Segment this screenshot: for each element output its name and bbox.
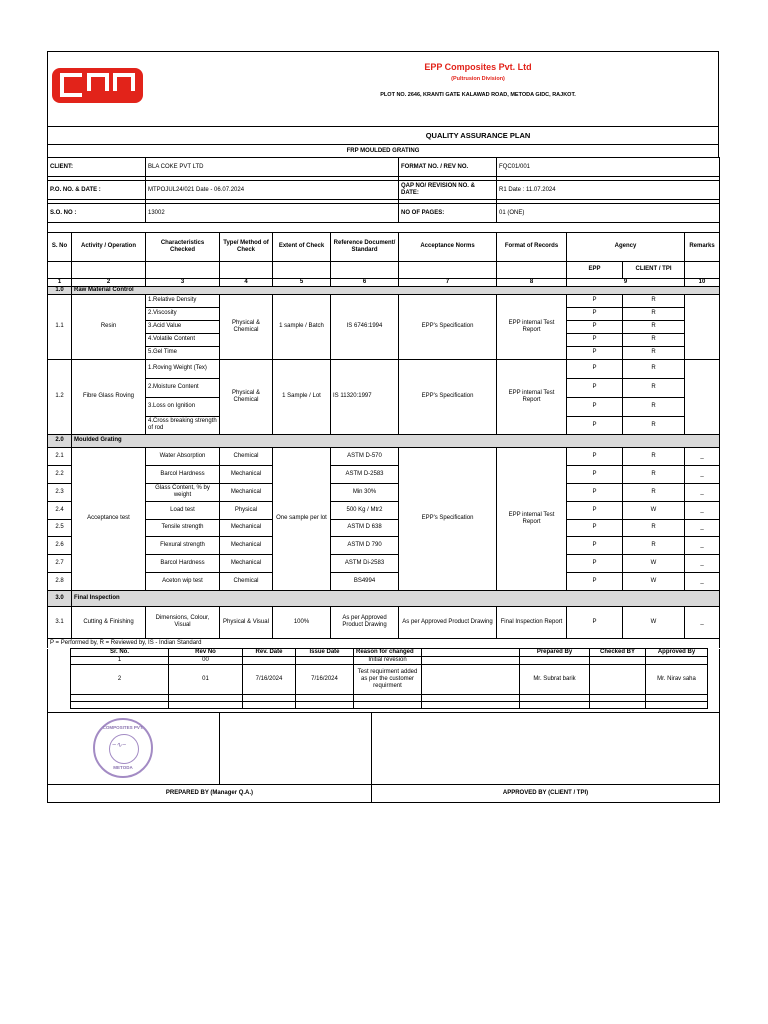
pages-label: NO OF PAGES: <box>399 204 497 223</box>
row-reference: 500 Kg / Mtr2 <box>331 501 399 519</box>
row-reference: IS 11320:1997 <box>331 359 399 434</box>
row-characteristic: 4.Volatile Content <box>146 333 220 346</box>
row-client: R <box>623 346 685 359</box>
rev-sr: 1 <box>71 657 169 665</box>
row-characteristic: 3.Loss on Ignition <box>146 397 220 416</box>
col-num: 7 <box>399 278 497 286</box>
row-epp: P <box>567 447 623 465</box>
company-address: PLOT NO. 2646, KRANTI GATE KALAWAD ROAD, METODA GIDC, RAJKOT. <box>380 92 576 98</box>
row-epp: P <box>567 606 623 638</box>
row-epp: P <box>567 294 623 307</box>
rev-checked <box>590 665 646 695</box>
row-type: Physical & Chemical <box>220 294 273 359</box>
table-row <box>48 501 720 519</box>
stamp-top-text: COMPOSITES PVT. <box>102 724 144 730</box>
row-epp: P <box>567 378 623 397</box>
table-row <box>48 465 720 483</box>
rev-no: 01 <box>169 665 243 695</box>
row-epp: P <box>567 397 623 416</box>
rev-col-date: Rev. Date <box>243 649 296 657</box>
row-type: Mechanical <box>220 519 273 536</box>
row-client: R <box>623 307 685 320</box>
table-row <box>48 483 720 501</box>
row-format: EPP internal Test Report <box>497 359 567 434</box>
col-num: 2 <box>72 278 146 286</box>
row-number: 2.3 <box>48 483 72 501</box>
row-acceptance: EPP's Specification <box>399 294 497 359</box>
col-activity: Activity / Operation <box>72 232 146 261</box>
company-stamp <box>93 718 153 778</box>
row-type: Mechanical <box>220 536 273 554</box>
client-label: CLIENT: <box>48 158 146 177</box>
row-epp: P <box>567 320 623 333</box>
row-remarks: _ <box>685 554 720 572</box>
col-client-tpi: CLIENT / TPI <box>623 261 685 278</box>
row-format: EPP internal Test Report <box>497 294 567 359</box>
row-reference: ASTM D 638 <box>331 519 399 536</box>
rev-date <box>243 657 296 665</box>
row-epp: P <box>567 359 623 378</box>
row-activity: Resin <box>72 294 146 359</box>
row-epp: P <box>567 572 623 590</box>
section-header <box>48 286 720 294</box>
row-characteristic: Tensile strength <box>146 519 220 536</box>
row-epp: P <box>567 416 623 434</box>
revision-header <box>48 649 720 657</box>
row-epp: P <box>567 501 623 519</box>
col-num: 3 <box>146 278 220 286</box>
row-extent: 100% <box>273 606 331 638</box>
row-type: Physical <box>220 501 273 519</box>
row-extent: 1 Sample / Lot <box>273 359 331 434</box>
pages-value: 01 (ONE) <box>497 204 720 223</box>
stamp-cell <box>48 712 220 784</box>
col-num: 10 <box>685 278 720 286</box>
po-value: MTPOJUL24/021 Date - 06.07.2024 <box>146 181 399 200</box>
row-activity: Acceptance test <box>72 447 146 590</box>
stamp-bottom-text: METODA <box>113 764 133 770</box>
row-type: Physical & Visual <box>220 606 273 638</box>
row-number: 2.8 <box>48 572 72 590</box>
qap-table <box>47 232 720 649</box>
row-number: 2.7 <box>48 554 72 572</box>
rev-issue <box>296 657 354 665</box>
table-row <box>48 359 720 378</box>
row-characteristic: Glass Content, % by weight <box>146 483 220 501</box>
section-title: Moulded Grating <box>72 434 720 447</box>
row-epp: P <box>567 346 623 359</box>
table-row <box>48 702 720 709</box>
so-label: S.O. NO : <box>48 204 146 223</box>
col-agency: Agency <box>567 232 685 261</box>
col-num: 5 <box>273 278 331 286</box>
row-activity: Fibre Glass Roving <box>72 359 146 434</box>
row-remarks: _ <box>685 483 720 501</box>
rev-col-approved: Approved By <box>646 649 708 657</box>
row-number: 3.1 <box>48 606 72 638</box>
rev-checked <box>590 657 646 665</box>
row-acceptance: EPP's Specification <box>399 447 497 590</box>
row-type: Mechanical <box>220 465 273 483</box>
col-num: 9 <box>567 278 685 286</box>
rev-reason: Test requirment added as per the customer requirment <box>354 665 422 695</box>
section-header <box>48 590 720 606</box>
row-client: W <box>623 606 685 638</box>
row-type: Mechanical <box>220 483 273 501</box>
row-type: Physical & Chemical <box>220 359 273 434</box>
rev-col-checked: Checked BY <box>590 649 646 657</box>
row-characteristic: 1.Roving Weight (Tex) <box>146 359 220 378</box>
row-characteristic: Barcol Hardness <box>146 554 220 572</box>
format-value: FQC01/001 <box>497 158 720 177</box>
row-characteristic: Water Absorption <box>146 447 220 465</box>
row-client: R <box>623 519 685 536</box>
table-row <box>48 657 720 665</box>
signoff-table <box>47 712 720 803</box>
row-characteristic: 5.Gel Time <box>146 346 220 359</box>
row-reference: ASTM D 790 <box>331 536 399 554</box>
row-characteristic: 1.Relative Density <box>146 294 220 307</box>
col-type: Type/ Method of Check <box>220 232 273 261</box>
row-extent: One sample per lot <box>273 447 331 590</box>
col-num: 4 <box>220 278 273 286</box>
section-number: 1.0 <box>48 286 72 294</box>
row-type: Chemical <box>220 572 273 590</box>
col-remarks: Remarks <box>685 232 720 261</box>
row-client: W <box>623 501 685 519</box>
col-acceptance: Acceptance Norms <box>399 232 497 261</box>
client-value: BLA COKE PVT LTD <box>146 158 399 177</box>
row-client: R <box>623 378 685 397</box>
row-client: W <box>623 554 685 572</box>
rev-sr: 2 <box>71 665 169 695</box>
row-client: R <box>623 416 685 434</box>
row-format: Final Inspection Report <box>497 606 567 638</box>
row-number: 2.4 <box>48 501 72 519</box>
section-title: Final Inspection <box>72 590 720 606</box>
row-client: R <box>623 536 685 554</box>
column-headers <box>48 232 720 261</box>
row-number: 1.1 <box>48 294 72 359</box>
rev-date: 7/16/2024 <box>243 665 296 695</box>
row-epp: P <box>567 519 623 536</box>
revision-table <box>47 648 720 712</box>
table-row <box>48 572 720 590</box>
row-remarks: _ <box>685 572 720 590</box>
row-client: W <box>623 572 685 590</box>
table-row <box>48 554 720 572</box>
row-client: R <box>623 333 685 346</box>
rev-col-issue: Issue Date <box>296 649 354 657</box>
row-remarks <box>685 294 720 359</box>
row-client: R <box>623 359 685 378</box>
product-title: FRP MOULDED GRATING <box>47 144 719 157</box>
prepared-by-label: PREPARED BY (Manager Q.A.) <box>48 784 372 802</box>
section-title: Raw Material Control <box>72 286 720 294</box>
row-epp: P <box>567 536 623 554</box>
row-characteristic: Dimensions, Colour, Visual <box>146 606 220 638</box>
table-row <box>48 294 720 307</box>
rev-approved <box>646 657 708 665</box>
section-header <box>48 434 720 447</box>
section-number: 2.0 <box>48 434 72 447</box>
document-header <box>47 51 719 126</box>
col-num: 8 <box>497 278 567 286</box>
col-epp: EPP <box>567 261 623 278</box>
row-reference: IS 6746:1994 <box>331 294 399 359</box>
row-number: 1.2 <box>48 359 72 434</box>
table-row <box>48 536 720 554</box>
row-number: 2.5 <box>48 519 72 536</box>
row-remarks: _ <box>685 536 720 554</box>
table-row <box>48 665 720 695</box>
row-characteristic: Aceton wip test <box>146 572 220 590</box>
row-characteristic: 2.Moisture Content <box>146 378 220 397</box>
po-label: P.O. NO. & DATE : <box>48 181 146 200</box>
row-number: 2.1 <box>48 447 72 465</box>
row-client: R <box>623 483 685 501</box>
rev-prepared: Mr. Subrat barik <box>520 665 590 695</box>
row-remarks: _ <box>685 447 720 465</box>
column-numbers <box>48 278 720 286</box>
row-characteristic: 2.Viscosity <box>146 307 220 320</box>
company-division: (Pultrusion Division) <box>451 76 505 82</box>
row-number: 2.6 <box>48 536 72 554</box>
row-remarks: _ <box>685 465 720 483</box>
client-sign-cell <box>372 712 720 784</box>
rev-col-sr: Sr. No. <box>71 649 169 657</box>
row-characteristic: Flexural strength <box>146 536 220 554</box>
table-row <box>48 519 720 536</box>
row-reference: ASTM D-570 <box>331 447 399 465</box>
col-num: 1 <box>48 278 72 286</box>
row-acceptance: As per Approved Product Drawing <box>399 606 497 638</box>
row-reference: As per Approved Product Drawing <box>331 606 399 638</box>
document-title: QUALITY ASSURANCE PLAN <box>47 126 719 144</box>
row-type: Chemical <box>220 447 273 465</box>
col-characteristics: Characteristics Checked <box>146 232 220 261</box>
rev-prepared <box>520 657 590 665</box>
row-reference: ASTM Di-2583 <box>331 554 399 572</box>
qap-document <box>47 51 719 803</box>
info-table <box>47 157 720 232</box>
col-reference: Reference Document/ Standard <box>331 232 399 261</box>
row-client: R <box>623 447 685 465</box>
col-num: 6 <box>331 278 399 286</box>
row-remarks <box>685 359 720 434</box>
row-characteristic: 3.Acid Value <box>146 320 220 333</box>
row-remarks: _ <box>685 501 720 519</box>
legend-text: P = Performed by, R = Reviewed by, IS - Indian Standard <box>48 638 720 648</box>
rev-col-rev: Rev No <box>169 649 243 657</box>
signature-icon: ~∿~ <box>112 741 127 749</box>
col-sno: S. No <box>48 232 72 261</box>
row-reference: Min 30% <box>331 483 399 501</box>
rev-no: 00 <box>169 657 243 665</box>
format-label: FORMAT NO. / REV NO. <box>399 158 497 177</box>
row-epp: P <box>567 554 623 572</box>
qap-value: R1 Date : 11.07.2024 <box>497 181 720 200</box>
row-reference: BS4994 <box>331 572 399 590</box>
table-row <box>48 606 720 638</box>
row-number: 2.2 <box>48 465 72 483</box>
row-client: R <box>623 465 685 483</box>
company-name: EPP Composites Pvt. Ltd <box>424 62 532 72</box>
row-client: R <box>623 397 685 416</box>
row-activity: Cutting & Finishing <box>72 606 146 638</box>
row-epp: P <box>567 333 623 346</box>
rev-col-prepared: Prepared By <box>520 649 590 657</box>
row-format: EPP internal Test Report <box>497 447 567 590</box>
row-characteristic: Barcol Hardness <box>146 465 220 483</box>
row-characteristic: 4.Cross breaking strength of rod <box>146 416 220 434</box>
table-row <box>48 695 720 702</box>
row-extent: 1 sample / Batch <box>273 294 331 359</box>
row-epp: P <box>567 483 623 501</box>
row-acceptance: EPP's Specification <box>399 359 497 434</box>
rev-approved: Mr. Nirav saha <box>646 665 708 695</box>
rev-col-reason: Reason for changed <box>354 649 422 657</box>
so-value: 13002 <box>146 204 399 223</box>
qap-label: QAP NO/ REVISION NO. & DATE: <box>399 181 497 200</box>
rev-reason: Initial revesion <box>354 657 422 665</box>
row-reference: ASTM D-2583 <box>331 465 399 483</box>
row-characteristic: Load test <box>146 501 220 519</box>
row-client: R <box>623 320 685 333</box>
row-epp: P <box>567 307 623 320</box>
table-row <box>48 447 720 465</box>
rev-issue: 7/16/2024 <box>296 665 354 695</box>
section-number: 3.0 <box>48 590 72 606</box>
col-extent: Extent of Check <box>273 232 331 261</box>
row-remarks: _ <box>685 606 720 638</box>
row-client: R <box>623 294 685 307</box>
row-remarks: _ <box>685 519 720 536</box>
approved-by-label: APPROVED BY (CLIENT / TPI) <box>372 784 720 802</box>
legend-row <box>48 638 720 648</box>
row-type: Mechanical <box>220 554 273 572</box>
row-epp: P <box>567 465 623 483</box>
col-format: Format of Records <box>497 232 567 261</box>
